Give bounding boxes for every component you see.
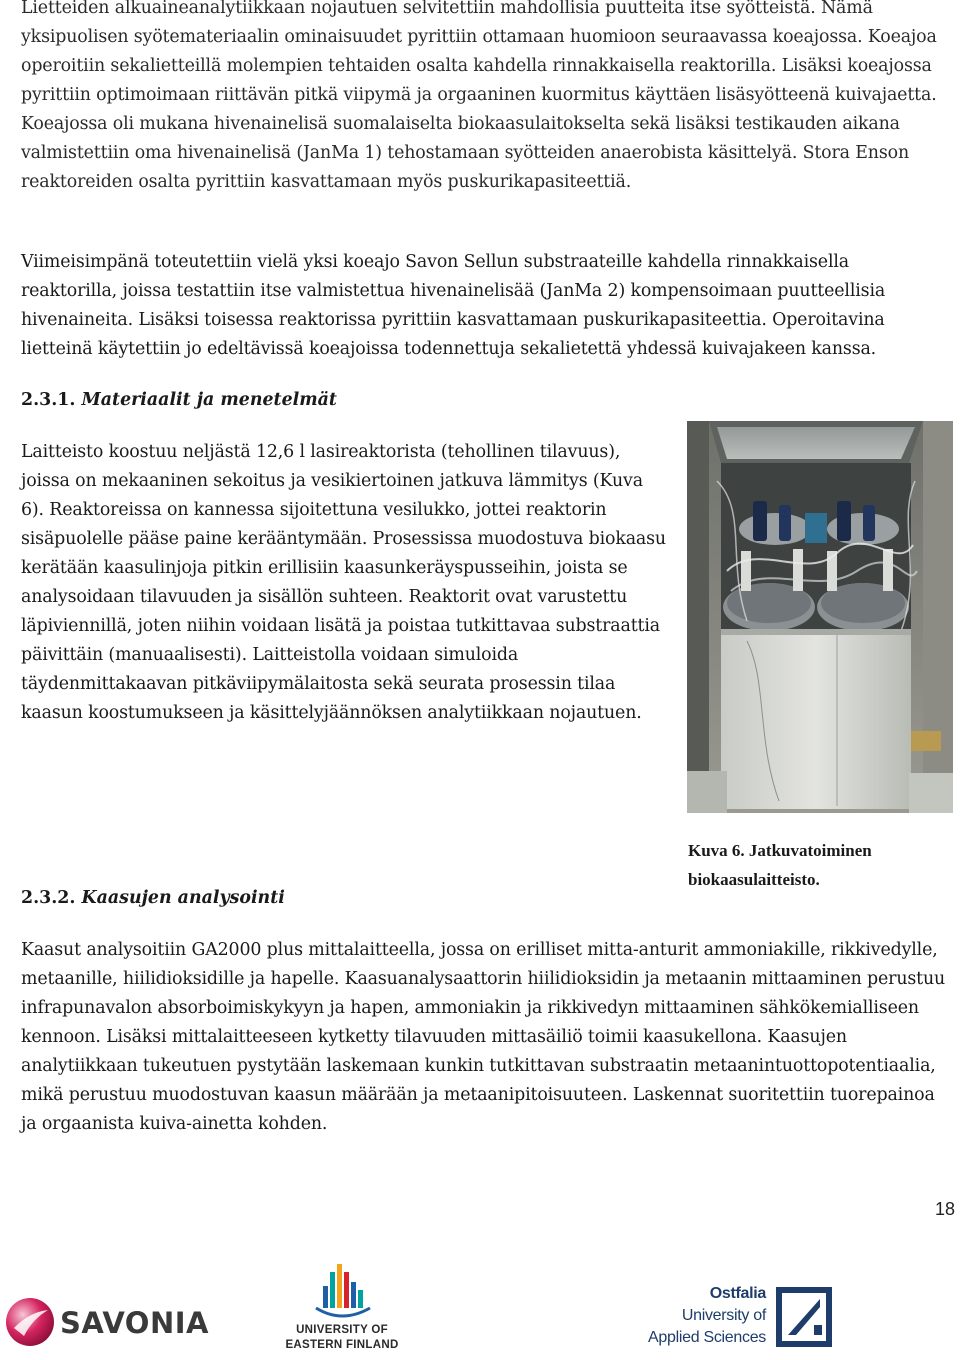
svg-text:SAVONIA: SAVONIA — [60, 1306, 209, 1340]
intro-paragraph: Lietteiden alkuaineanalytiikkaan nojautuen selvitettiin mahdollisia puutteita itse syötteistä. Nämä yksipuolisen syötemateriaalin ominaisuudet pyrittiin ottamaan huomioon seuraavassa koeajossa. Koeajoa operoitiin sekalietteillä molempien tehtaiden osalta kahdella rinnakkaisella reaktorilla. Lisäksi koeajossa pyrittiin optimoimaan riittävän pitkä viipymä ja orgaaninen kuormitus käyttäen lisäsyötteenä kuivajaetta. Koeajossa oli mukana hivenainelisä suomalaiselta biokaasulaitokselta sekä lisäksi testikauden aikana valmistettiin oma hivenainelisä (JanMa 1) tehostamaan syötteiden anaerobista käsittelyä. Stora Enson reaktoreiden osalta pyrittiin kasvattamaan myös puskurikapasiteettiä. — [21, 0, 937, 192]
ostfalia-logo — [640, 1283, 840, 1353]
materials-paragraph: Laitteisto koostuu neljästä 12,6 l lasireaktorista (tehollinen tilavuus), joissa on mekaaninen sekoitus ja vesikiertoinen jatkuva lämmitys (Kuva 6). Reaktoreissa on kannessa sijoitettuna vesilukko, jottei reaktorin sisäpuolelle pääse paine kerääntymään. Prosessissa muodostuva biokaasu kerätään kaasulinjoja pitkin erillisiin kaasunkeräyspusseihin, joista se analysoidaan tilavuuden ja sisällön suhteen. Reaktorit ovat varustettu läpiviennillä, joten niihin voidaan lisätä ja poistaa tutkittavaa substraattia päivittäin (manuaalisesti). Laitteistolla voidaan simuloida täydenmittakaavan pitkäviipymälaitosta sekä seurata prosessin tilaa kaasun koostumukseen ja käsittelyjäännöksen analytiikkaan nojautuen. — [21, 442, 666, 723]
reactor-photo — [687, 421, 953, 813]
ostfalia-line-1: Ostfalia — [709, 1285, 766, 1302]
ostfalia-line-2: University of — [681, 1307, 766, 1324]
section-title: Materiaalit ja menetelmät — [81, 390, 337, 410]
section-title: Kaasujen analysointi — [81, 888, 285, 908]
section-heading-materials — [21, 386, 337, 415]
section-heading-gas-analysis — [21, 884, 285, 913]
uef-emblem — [282, 1262, 402, 1322]
ostfalia-line-3: Applied Sciences — [648, 1329, 766, 1346]
ostfalia-emblem — [774, 1285, 834, 1349]
savonia-logo — [4, 1290, 214, 1350]
section-number: 2.3.2. — [21, 888, 76, 908]
page-number: 18 — [935, 1199, 956, 1219]
figure-caption: Kuva 6. Jatkuvatoiminen biokaasulaitteisto. — [688, 841, 872, 889]
uef-line-1: UNIVERSITY OF — [296, 1324, 388, 1336]
section-number: 2.3.1. — [21, 390, 76, 410]
gas-analysis-paragraph: Kaasut analysoitiin GA2000 plus mittalaitteella, jossa on erilliset mitta-anturit ammoniakille, rikkivedylle, metaanille, hiilidioksidille ja hapelle. Kaasuanalysaattorin hiilidioksidin ja metaanin mittaaminen perustuu infrapunavalon absorboimiskykyyn ja hapen, ammoniakin ja rikkivedyn mittaaminen sähkökemialliseen kennoon. Lisäksi mittalaitteeseen kytketty tilavuuden mittasäiliö toimii kaasukellona. Kaasujen analytiikkaan tukeutuen pystytään laskemaan kunkin tutkittavan substraatin metaanintuottopotentiaalia, mikä perustuu muodostuvan kaasun määrään ja metaanipitoisuuteen. Laskennat suoritettiin tuorepainoa ja orgaanista kuiva-ainetta kohden. — [21, 940, 946, 1134]
uef-line-2: EASTERN FINLAND — [285, 1339, 399, 1351]
second-paragraph: Viimeisimpänä toteutettiin vielä yksi koeajo Savon Sellun substraateille kahdella rinnakkaisella reaktorilla, joissa testattiin itse valmistettua hivenainelisää (JanMa 2) kompensoimaan puutteellisia hivenaineita. Lisäksi toisessa reaktorissa pyrittiin kasvattamaan puskurikapasiteettia. Operoitavina lietteinä käytettiin jo edeltävissä koeajoissa todennettuja sekalietettä yhdessä kuivajakeen kanssa. — [21, 252, 886, 359]
uef-logo — [282, 1262, 402, 1354]
ostfalia-wordmark — [640, 1283, 766, 1349]
